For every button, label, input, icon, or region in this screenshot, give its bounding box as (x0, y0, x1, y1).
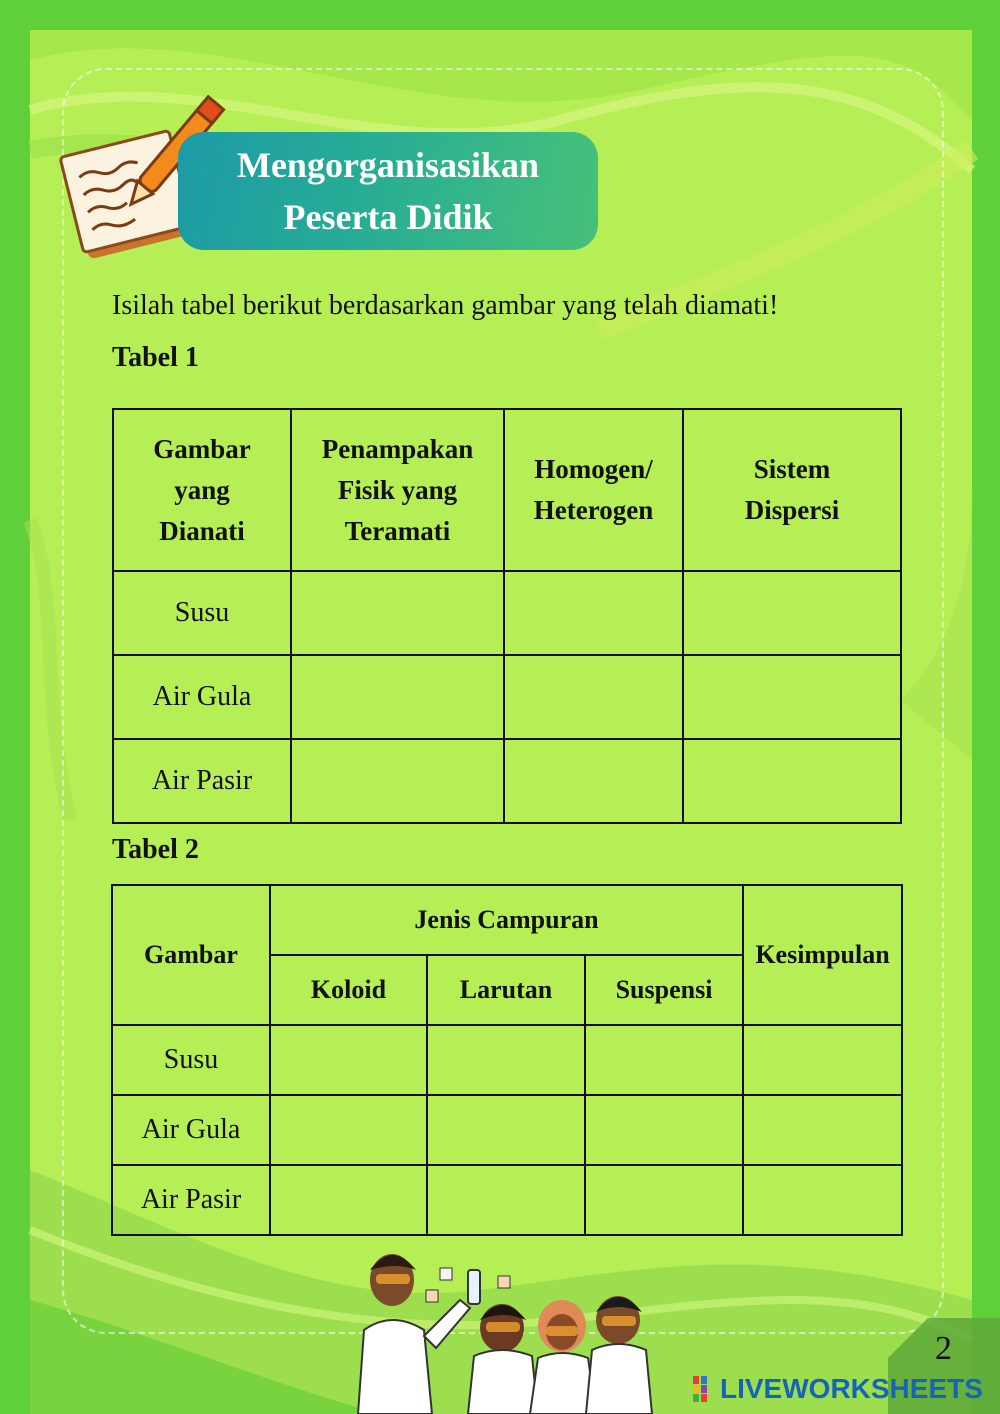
t1-header-sistem-line: Dispersi (744, 495, 840, 525)
t1-row-label: Air Gula (113, 655, 291, 739)
scientists-illustration (340, 1240, 670, 1414)
t1-answer-cell[interactable] (291, 739, 504, 823)
title-line-2: Peserta Didik (283, 197, 493, 237)
t1-row-label: Air Pasir (113, 739, 291, 823)
t2-subheader-suspensi: Suspensi (585, 955, 743, 1025)
t2-answer-cell[interactable] (270, 1095, 427, 1165)
t1-header-penampakan-line: Penampakan (321, 433, 474, 464)
t1-answer-cell[interactable] (291, 655, 504, 739)
table-1 (112, 408, 902, 824)
title-banner (178, 132, 598, 250)
table-row (112, 1025, 902, 1095)
t2-header-gambar: Gambar (112, 885, 270, 1025)
t1-header-homogen-line: Heterogen (533, 495, 654, 525)
t1-answer-cell[interactable] (504, 655, 683, 739)
title-line-1: Mengorganisasikan (236, 145, 540, 185)
t1-answer-cell[interactable] (504, 571, 683, 655)
t1-answer-cell[interactable] (504, 739, 683, 823)
t1-header-sistem-line: Sistem (753, 454, 831, 484)
t1-header-gambar (113, 409, 291, 571)
table-row (113, 655, 901, 739)
table-row (113, 739, 901, 823)
t2-answer-cell[interactable] (585, 1095, 743, 1165)
t2-answer-cell[interactable] (585, 1165, 743, 1235)
t2-answer-cell[interactable] (270, 1025, 427, 1095)
t1-header-gambar-line: Gambar (153, 433, 251, 464)
t2-answer-cell[interactable] (743, 1025, 902, 1095)
t1-row-label: Susu (113, 571, 291, 655)
t1-header-penampakan-line: Teramati (344, 515, 451, 546)
t1-answer-cell[interactable] (683, 571, 901, 655)
t1-answer-cell[interactable] (683, 655, 901, 739)
t2-subheader-larutan: Larutan (427, 955, 585, 1025)
t2-answer-cell[interactable] (270, 1165, 427, 1235)
t2-row-label: Air Pasir (112, 1165, 270, 1235)
t1-header-penampakan-line: Fisik yang (337, 474, 458, 505)
t2-answer-cell[interactable] (427, 1025, 585, 1095)
table-row (112, 1165, 902, 1235)
table-row (113, 571, 901, 655)
t2-answer-cell[interactable] (427, 1095, 585, 1165)
t1-answer-cell[interactable] (291, 571, 504, 655)
liveworksheets-logo-icon (692, 1374, 718, 1404)
t2-header-kesimpulan: Kesimpulan (743, 885, 902, 1025)
t1-header-homogen-line: Homogen/ (534, 454, 653, 484)
t2-row-label: Air Gula (112, 1095, 270, 1165)
table2-label: Tabel 2 (112, 834, 199, 865)
t1-header-penampakan (291, 409, 504, 571)
t2-answer-cell[interactable] (743, 1095, 902, 1165)
t2-answer-cell[interactable] (585, 1025, 743, 1095)
page-number: 2 (935, 1330, 952, 1367)
table-row (112, 1095, 902, 1165)
t2-header-jenis-campuran: Jenis Campuran (270, 885, 743, 955)
table-2 (111, 884, 903, 1236)
t1-header-gambar-line: Dianati (159, 515, 245, 546)
t1-answer-cell[interactable] (683, 739, 901, 823)
t1-header-sistem (683, 409, 901, 571)
t1-header-gambar-line: yang (174, 474, 230, 505)
table1-label: Tabel 1 (112, 342, 199, 373)
t2-row-label: Susu (112, 1025, 270, 1095)
brand-name: LIVEWORKSHEETS (720, 1373, 983, 1404)
t2-answer-cell[interactable] (427, 1165, 585, 1235)
t2-answer-cell[interactable] (743, 1165, 902, 1235)
t2-subheader-koloid: Koloid (270, 955, 427, 1025)
t1-header-homogen (504, 409, 683, 571)
instruction-text: Isilah tabel berikut berdasarkan gambar yang telah diamati! (112, 290, 779, 321)
liveworksheets-brand[interactable] (692, 1372, 983, 1406)
